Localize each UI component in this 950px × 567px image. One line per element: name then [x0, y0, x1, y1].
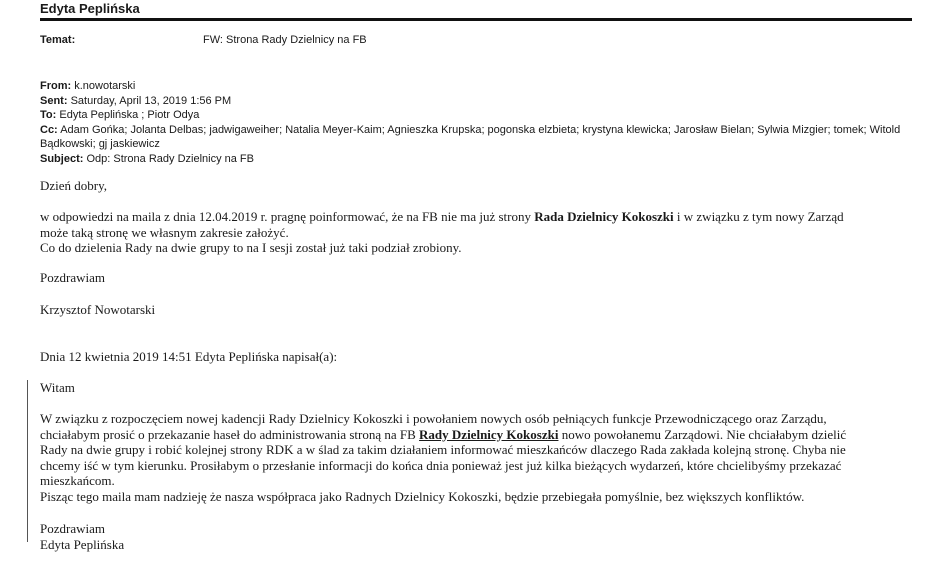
- reply-text: w odpowiedzi na maila z dnia 12.04.2019 r. pragnę poinformować, że na FB nie ma już strony: [40, 209, 535, 224]
- quote-body: [40, 411, 920, 504]
- subject-label: Temat:: [40, 34, 76, 46]
- quote-intro: Dnia 12 kwietnia 2019 14:51 Edyta Peplińska napisał(a):: [40, 349, 338, 364]
- quote-signature: Edyta Peplińska: [40, 537, 125, 552]
- from-line: [40, 79, 920, 94]
- quote-line-5: mieszkańcom.: [40, 473, 115, 488]
- quote-line-6: Pisząc tego maila mam nadzieję że nasza współpraca jako Radnych Dzielnicy Kokoszki, będzie przebiegała pomyślnie, bez większych konfliktów.: [40, 488, 805, 504]
- quote-line-3: Rady na dwie grupy i robić kolejnej strony RDK a w ślad za takim działaniem informować mieszkańców dlaczego Rada zakłada kolejną stronę. Chyba nie: [40, 442, 846, 457]
- quote-link[interactable]: Rady Dzielnicy Kokoszki: [419, 426, 559, 442]
- reply-paragraph: [40, 209, 920, 256]
- to-line: [40, 108, 920, 123]
- reply-line-2: może taką stronę we własnym zakresie założyć.: [40, 224, 289, 240]
- sent-label: Sent:: [40, 94, 68, 107]
- sent-line: [40, 94, 920, 109]
- quote-bar: [27, 380, 28, 542]
- quote-line-2: [40, 427, 920, 443]
- reply-text: i w związku z tym nowy Zarząd: [673, 209, 844, 224]
- to-value: Edyta Peplińska ; Piotr Odya: [59, 109, 200, 122]
- forwarded-headers: [40, 79, 920, 167]
- reply-greeting: Dzień dobry,: [40, 178, 108, 193]
- quote-signoff: [40, 521, 124, 553]
- cc-line: [40, 123, 920, 152]
- sent-value: Saturday, April 13, 2019 1:56 PM: [70, 94, 232, 107]
- fwd-subject-value: Odp: Strona Rady Dzielnicy na FB: [86, 152, 254, 165]
- from-label: From:: [40, 80, 72, 92]
- sender-name: Edyta Peplińska: [40, 0, 912, 21]
- quote-closing: Pozdrawiam: [40, 521, 105, 536]
- quote-text: chciałabym prosić o przekazanie haseł do administrowania stroną na FB: [40, 426, 420, 442]
- reply-line-3: Co do dzielenia Rady na dwie grupy to na I sesji został już taki podział zrobiony.: [40, 240, 462, 255]
- quote-greeting: Witam: [40, 380, 75, 395]
- reply-bold-name: Rada Dzielnicy Kokoszki: [534, 209, 674, 224]
- subject-value: FW: Strona Rady Dzielnicy na FB: [203, 34, 367, 46]
- reply-signature: Krzysztof Nowotarski: [40, 302, 156, 317]
- cc-label: Cc:: [40, 123, 58, 136]
- quote-text: nowo powołanemu Zarządowi. Nie chciałabym dzielić: [558, 426, 847, 442]
- quote-line-1: W związku z rozpoczęciem nowej kadencji Rady Dzielnicy Kokoszki i powołaniem nowych osób pełniących funkcje Przewodniczącego oraz Zarządu,: [40, 411, 827, 426]
- subject-line: [40, 152, 920, 167]
- reply-closing: Pozdrawiam: [40, 270, 105, 285]
- reply-line-1: [40, 209, 920, 225]
- to-label: To:: [40, 109, 57, 122]
- cc-value: Adam Gońka; Jolanta Delbas; jadwigaweiher; Natalia Meyer-Kaim; Agnieszka Krupska; pogonska elzbieta; krystyna klewicka; Jarosław Bielan; Sylwia Mizgier; tomek; Witold Bądkowski; gj jaskiewicz: [40, 123, 901, 151]
- quote-line-4: chcemy iść w tym kierunku. Prosiłabym o przesłanie informacji do końca dnia ponieważ jest już kilka bieżących wydarzeń, które chcielibyśmy przekazać: [40, 457, 842, 473]
- fwd-subject-label: Subject:: [40, 152, 84, 165]
- from-value: k.nowotarski: [74, 80, 136, 92]
